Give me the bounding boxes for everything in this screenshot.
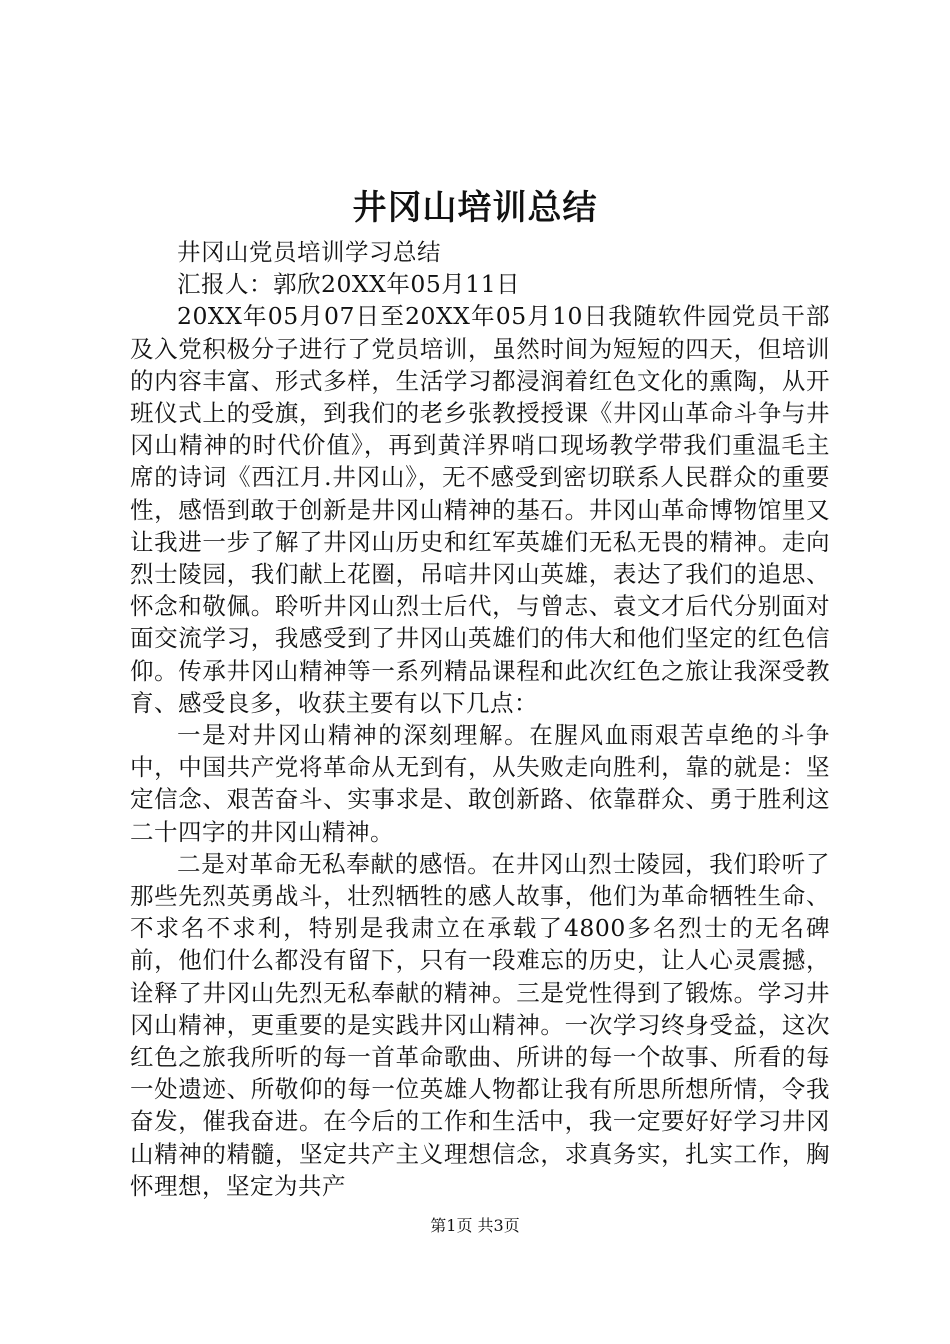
page-number-current: 第1页 [430,1216,473,1235]
page-footer [0,1214,950,1238]
document-body [130,236,830,1202]
body-paragraph-intro: 20XX年05月07日至20XX年05月10日我随软件园党员干部及入党积极分子进行了党员培训，虽然时间为短短的四天，但培训的内容丰富、形式多样，生活学习都浸润着红色文化的熏陶，从开班仪式上的受旗，到我们的老乡张教授授课《井冈山革命斗争与井冈山精神的时代价值》，再到黄洋界哨口现场教学带我们重温毛主席的诗词《西江月.井冈山》，无不感受到密切联系人民群众的重要性，感悟到敢于创新是井冈山精神的基石。井冈山革命博物馆里又让我进一步了解了井冈山历史和红军英雄们无私无畏的精神。走向烈士陵园，我们献上花圈，吊唁井冈山英雄，表达了我们的追思、怀念和敬佩。聆听井冈山烈士后代，与曾志、袁文才后代分别面对面交流学习，我感受到了井冈山英雄们的伟大和他们坚定的红色信仰。传承井冈山精神等一系列精品课程和此次红色之旅让我深受教育、感受良多，收获主要有以下几点： [130,302,830,717]
subtitle-line: 井冈山党员培训学习总结 [177,238,441,266]
page-number-total: 共3页 [477,1216,520,1235]
reporter-line: 汇报人：郭欣20XX年05月11日 [177,270,521,299]
document-title: 井冈山培训总结 [352,188,598,228]
body-paragraph-point-one: 一是对井冈山精神的深刻理解。在腥风血雨艰苦卓绝的斗争中，中国共产党将革命从无到有，从失败走向胜利，靠的就是：坚定信念、艰苦奋斗、实事求是、敢创新路、依靠群众、勇于胜利这二十四字的井冈山精神。 [130,721,830,846]
body-paragraph-point-two: 二是对革命无私奉献的感悟。在井冈山烈士陵园，我们聆听了那些先烈英勇战斗，壮烈牺牲的感人故事，他们为革命牺牲生命、不求名不求利，特别是我肃立在承载了4800多名烈士的无名碑前，他们什么都没有留下，只有一段难忘的历史，让人心灵震撼，诠释了井冈山先烈无私奉献的精神。三是党性得到了锻炼。学习井冈山精神，更重要的是实践井冈山精神。一次学习终身受益，这次红色之旅我所听的每一首革命歌曲、所讲的每一个故事、所看的每一处遗迹、所敬仰的每一位英雄人物都让我有所思所想所情，令我奋发，催我奋进。在今后的工作和生活中，我一定要好好学习井冈山精神的精髓，坚定共产主义理想信念，求真务实，扎实工作，胸怀理想，坚定为共产 [130,849,830,1200]
